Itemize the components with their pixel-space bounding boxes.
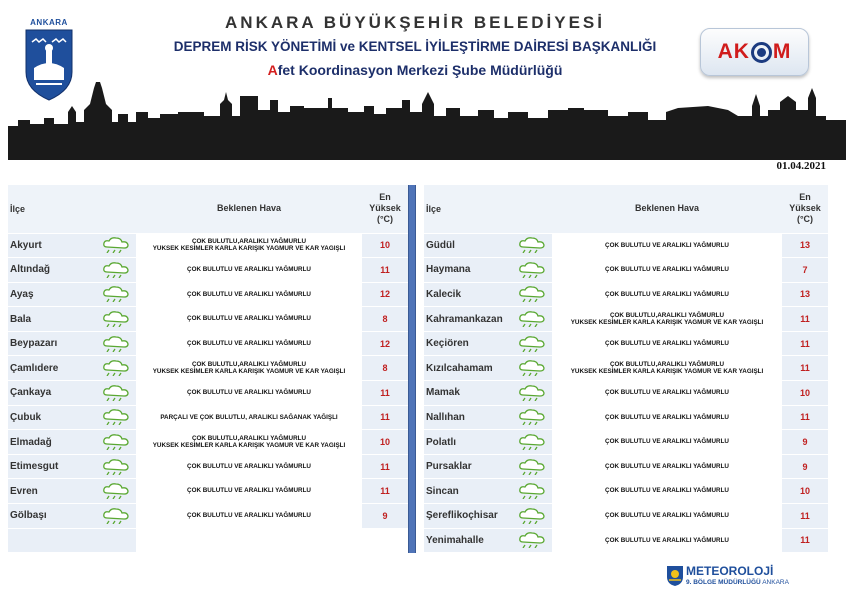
weather-icon-cell: [512, 405, 552, 430]
forecast-text: ÇOK BULUTLU VE ARALIKLI YAĞMURLU: [136, 258, 362, 283]
max-temperature: 10: [362, 233, 408, 258]
table-row: [424, 356, 828, 381]
cloud-rain-icon: [101, 334, 131, 352]
table-row: [8, 381, 408, 406]
district-name: Kızılcahamam: [424, 356, 512, 381]
table-row: [424, 479, 828, 504]
cloud-rain-icon: [101, 481, 131, 499]
table-row: [424, 381, 828, 406]
max-temperature: 11: [782, 528, 828, 553]
weather-icon-cell: [96, 258, 136, 283]
table-row: [424, 528, 828, 553]
weather-icon-cell: [96, 331, 136, 356]
title-municipality: ANKARA BÜYÜKŞEHİR BELEDİYESİ: [225, 13, 605, 32]
district-name: Kalecik: [424, 282, 512, 307]
weather-icon-cell: [512, 356, 552, 381]
max-temperature: 12: [362, 331, 408, 356]
district-name: Evren: [8, 479, 96, 504]
district-name: Kahramankazan: [424, 307, 512, 332]
column-header-forecast: Beklenen Hava: [552, 185, 782, 233]
weather-icon-cell: [96, 430, 136, 455]
district-name: Nallıhan: [424, 405, 512, 430]
table-row: [8, 356, 408, 381]
forecast-text: ÇOK BULUTLU VE ARALIKLI YAĞMURLU: [552, 528, 782, 553]
forecast-text: ÇOK BULUTLU,ARALIKLI YAĞMURLU YÜKSEK KESİMLER KARLA KARIŞIK YAĞMUR VE KAR YAĞIŞLI: [136, 233, 362, 258]
akom-o-icon: [751, 42, 772, 63]
forecast-text: ÇOK BULUTLU VE ARALIKLI YAĞMURLU: [552, 405, 782, 430]
table-row: [8, 282, 408, 307]
ankara-skyline-icon: [8, 82, 846, 160]
max-temperature: 11: [362, 405, 408, 430]
weather-icon-cell: [512, 258, 552, 283]
table-row-empty: [8, 528, 408, 553]
table-divider: [408, 185, 416, 553]
district-name: Pursaklar: [424, 454, 512, 479]
table-row: [8, 454, 408, 479]
district-name: Altındağ: [8, 258, 96, 283]
forecast-text: ÇOK BULUTLU,ARALIKLI YAĞMURLU YÜKSEK KESİMLER KARLA KARIŞIK YAĞMUR VE KAR YAĞIŞLI: [136, 356, 362, 381]
forecast-text: ÇOK BULUTLU VE ARALIKLI YAĞMURLU: [136, 307, 362, 332]
forecast-text: ÇOK BULUTLU VE ARALIKLI YAĞMURLU: [552, 331, 782, 356]
table-row: [8, 307, 408, 332]
weather-icon-cell: [512, 381, 552, 406]
max-temperature: 8: [362, 356, 408, 381]
cloud-rain-icon: [101, 383, 131, 401]
weather-icon-cell: [96, 479, 136, 504]
column-header-temp: En Yüksek (°C): [362, 185, 408, 233]
table-row: [8, 479, 408, 504]
forecast-text: ÇOK BULUTLU VE ARALIKLI YAĞMURLU: [136, 381, 362, 406]
table-row: [424, 405, 828, 430]
forecast-text: ÇOK BULUTLU VE ARALIKLI YAĞMURLU: [552, 258, 782, 283]
column-header-forecast: Beklenen Hava: [136, 185, 362, 233]
weather-icon-cell: [96, 307, 136, 332]
meteorology-emblem-icon: [666, 565, 684, 587]
table-row: [8, 405, 408, 430]
district-name: Ayaş: [8, 282, 96, 307]
max-temperature: 11: [782, 405, 828, 430]
meteorology-name: METEOROLOJİ: [686, 564, 774, 578]
akom-ak: AK: [717, 40, 750, 63]
cloud-rain-icon: [101, 432, 131, 450]
weather-icon-cell: [96, 356, 136, 381]
forecast-text: ÇOK BULUTLU,ARALIKLI YAĞMURLU YÜKSEK KESİMLER KARLA KARIŞIK YAĞMUR VE KAR YAĞIŞLI: [136, 430, 362, 455]
cloud-rain-icon: [101, 358, 131, 376]
district-name: Yenimahalle: [424, 528, 512, 553]
forecast-text: ÇOK BULUTLU VE ARALIKLI YAĞMURLU: [136, 331, 362, 356]
cloud-rain-icon: [517, 383, 547, 401]
cloud-rain-icon: [101, 309, 131, 327]
district-name: Polatlı: [424, 430, 512, 455]
weather-icon-cell: [512, 233, 552, 258]
max-temperature: 11: [782, 307, 828, 332]
title-branch: [190, 62, 640, 78]
max-temperature: 11: [362, 454, 408, 479]
district-name: Keçiören: [424, 331, 512, 356]
cloud-rain-icon: [517, 334, 547, 352]
forecast-text: ÇOK BULUTLU,ARALIKLI YAĞMURLU YÜKSEK KESİMLER KARLA KARIŞIK YAĞMUR VE KAR YAĞIŞLI: [552, 356, 782, 381]
weather-icon-cell: [96, 405, 136, 430]
forecast-text: ÇOK BULUTLU VE ARALIKLI YAĞMURLU: [552, 430, 782, 455]
cloud-rain-icon: [517, 235, 547, 253]
forecast-text: ÇOK BULUTLU VE ARALIKLI YAĞMURLU: [136, 282, 362, 307]
cloud-rain-icon: [517, 407, 547, 425]
table-header-row: [8, 185, 408, 233]
weather-icon-cell: [512, 504, 552, 529]
weather-icon-cell: [512, 479, 552, 504]
district-name: Şereflikoçhisar: [424, 504, 512, 529]
cloud-rain-icon: [517, 506, 547, 524]
max-temperature: 10: [362, 430, 408, 455]
weather-icon-cell: [96, 454, 136, 479]
forecast-text: ÇOK BULUTLU VE ARALIKLI YAĞMURLU: [552, 282, 782, 307]
district-name: Bala: [8, 307, 96, 332]
column-header-district: İlçe: [424, 185, 512, 233]
cloud-rain-icon: [101, 235, 131, 253]
forecast-text: ÇOK BULUTLU,ARALIKLI YAĞMURLU YÜKSEK KESİMLER KARLA KARIŞIK YAĞMUR VE KAR YAĞIŞLI: [552, 307, 782, 332]
table-row: [424, 233, 828, 258]
cloud-rain-icon: [517, 481, 547, 499]
max-temperature: 8: [362, 307, 408, 332]
cloud-rain-icon: [517, 309, 547, 327]
max-temperature: 9: [362, 504, 408, 529]
forecast-text: ÇOK BULUTLU VE ARALIKLI YAĞMURLU: [552, 479, 782, 504]
cloud-rain-icon: [517, 358, 547, 376]
column-header-district: İlçe: [8, 185, 96, 233]
column-header-temp: En Yüksek (°C): [782, 185, 828, 233]
district-name: Mamak: [424, 381, 512, 406]
max-temperature: 10: [782, 479, 828, 504]
max-temperature: 11: [362, 381, 408, 406]
cloud-rain-icon: [517, 530, 547, 548]
max-temperature: 7: [782, 258, 828, 283]
district-name: Sincan: [424, 479, 512, 504]
max-temperature: 9: [782, 454, 828, 479]
table-row: [424, 258, 828, 283]
table-header-row: [424, 185, 828, 233]
district-name: Çubuk: [8, 405, 96, 430]
district-name: Çankaya: [8, 381, 96, 406]
table-row: [424, 307, 828, 332]
max-temperature: 10: [782, 381, 828, 406]
meteorology-subtitle: 9. BÖLGE MÜDÜRLÜĞÜ ANKARA: [686, 579, 789, 586]
cloud-rain-icon: [517, 284, 547, 302]
table-row: [8, 258, 408, 283]
weather-icon-cell: [512, 454, 552, 479]
title-branch-initial: A: [267, 62, 278, 78]
max-temperature: 11: [362, 258, 408, 283]
akom-logo: [700, 28, 809, 76]
weather-icon-cell: [96, 504, 136, 529]
district-name: Akyurt: [8, 233, 96, 258]
weather-icon-cell: [96, 233, 136, 258]
max-temperature: 12: [362, 282, 408, 307]
district-name: Gölbaşı: [8, 504, 96, 529]
table-row: [424, 504, 828, 529]
cloud-rain-icon: [517, 432, 547, 450]
forecast-text: ÇOK BULUTLU VE ARALIKLI YAĞMURLU: [552, 454, 782, 479]
forecast-text: ÇOK BULUTLU VE ARALIKLI YAĞMURLU: [552, 233, 782, 258]
max-temperature: 11: [782, 504, 828, 529]
forecast-text: ÇOK BULUTLU VE ARALIKLI YAĞMURLU: [136, 454, 362, 479]
table-row: [424, 331, 828, 356]
cloud-rain-icon: [101, 506, 131, 524]
district-name: Etimesgut: [8, 454, 96, 479]
forecast-text: ÇOK BULUTLU VE ARALIKLI YAĞMURLU: [136, 504, 362, 529]
report-date: 01.04.2021: [776, 160, 826, 172]
district-name: Haymana: [424, 258, 512, 283]
weather-icon-cell: [96, 381, 136, 406]
weather-icon-cell: [96, 282, 136, 307]
meteorology-logo: [666, 563, 816, 589]
weather-icon-cell: [512, 430, 552, 455]
logo-text: ANKARA: [30, 18, 68, 27]
weather-icon-cell: [512, 282, 552, 307]
title-department: DEPREM RİSK YÖNETİMİ ve KENTSEL İYİLEŞTİRME DAİRESİ BAŞKANLIĞI: [173, 39, 657, 54]
district-name: Çamlıdere: [8, 356, 96, 381]
forecast-text: PARÇALI VE ÇOK BULUTLU, ARALIKLI SAĞANAK YAĞIŞLI: [136, 405, 362, 430]
forecast-text: ÇOK BULUTLU VE ARALIKLI YAĞMURLU: [552, 504, 782, 529]
weather-icon-cell: [512, 331, 552, 356]
district-name: Güdül: [424, 233, 512, 258]
akom-m: M: [772, 40, 792, 63]
max-temperature: 13: [782, 233, 828, 258]
weather-icon-cell: [512, 307, 552, 332]
district-name: Beypazarı: [8, 331, 96, 356]
forecast-text: ÇOK BULUTLU VE ARALIKLI YAĞMURLU: [136, 479, 362, 504]
cloud-rain-icon: [101, 457, 131, 475]
cloud-rain-icon: [517, 260, 547, 278]
district-name: Elmadağ: [8, 430, 96, 455]
table-row: [8, 233, 408, 258]
title-branch-rest: fet Koordinasyon Merkezi Şube Müdürlüğü: [277, 62, 563, 78]
forecast-text: ÇOK BULUTLU VE ARALIKLI YAĞMURLU: [552, 381, 782, 406]
cloud-rain-icon: [517, 457, 547, 475]
max-temperature: 9: [782, 430, 828, 455]
forecast-table-right: [424, 185, 828, 553]
max-temperature: 11: [362, 479, 408, 504]
cloud-rain-icon: [101, 260, 131, 278]
cloud-rain-icon: [101, 284, 131, 302]
forecast-table-left: [8, 185, 408, 553]
table-row: [424, 282, 828, 307]
weather-icon-cell: [512, 528, 552, 553]
table-row: [424, 430, 828, 455]
table-row: [424, 454, 828, 479]
table-row: [8, 504, 408, 529]
max-temperature: 11: [782, 356, 828, 381]
cloud-rain-icon: [101, 407, 131, 425]
table-row: [8, 430, 408, 455]
table-row: [8, 331, 408, 356]
max-temperature: 13: [782, 282, 828, 307]
max-temperature: 11: [782, 331, 828, 356]
